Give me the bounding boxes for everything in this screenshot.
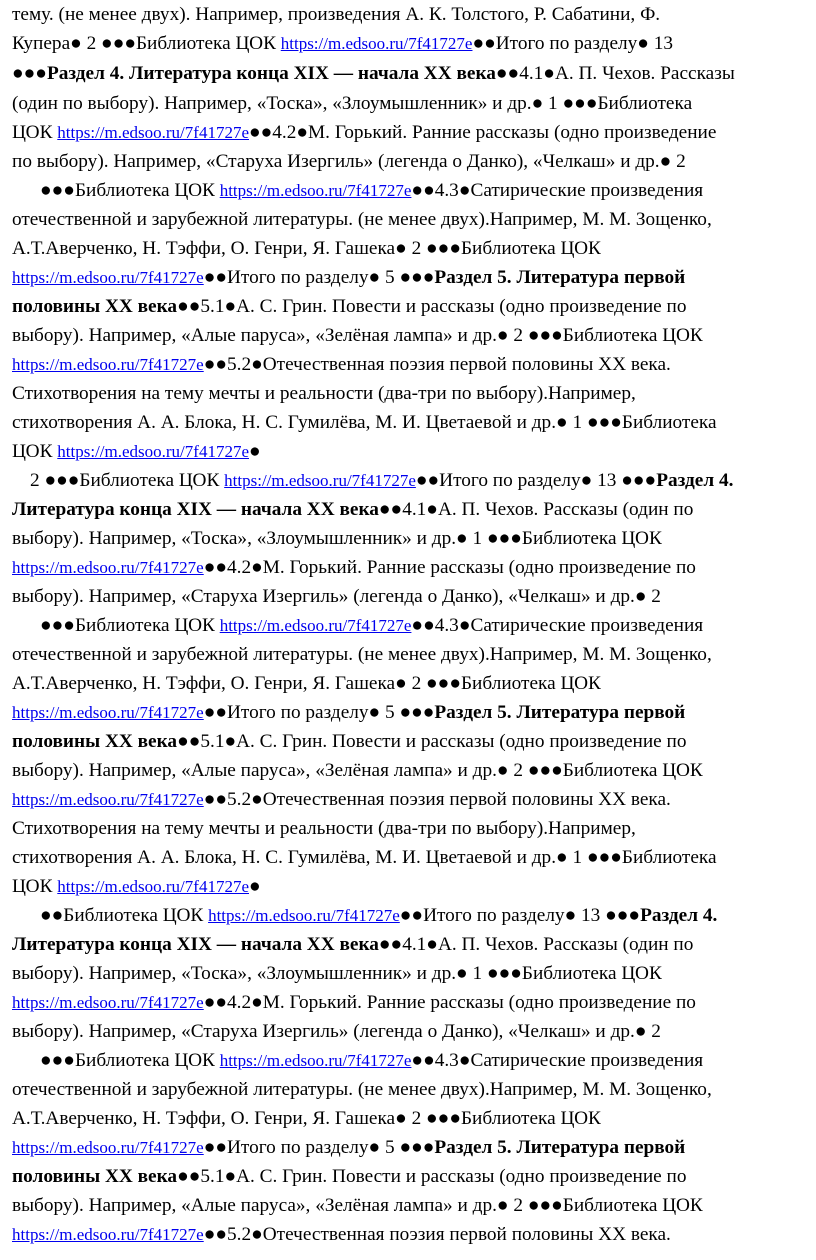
text-line [12, 586, 661, 608]
body-text: выбору). Например, «Алые паруса», «Зелёная лампа» и др.● 2 ●●●Библиотека ЦОК [12, 325, 703, 346]
library-link[interactable]: https://m.edsoo.ru/7f41727e [219, 616, 412, 635]
body-text: ●●●Библиотека ЦОК [40, 180, 220, 201]
body-text: ●●Итого по разделу● 5 ●●● [203, 702, 435, 723]
library-link[interactable]: https://m.edsoo.ru/7f41727e [57, 877, 249, 896]
text-line [12, 876, 261, 898]
body-text: выбору). Например, «Старуха Изергиль» (легенда о Данко), «Челкаш» и др.● 2 [12, 1021, 661, 1042]
body-text: ●●4.2●М. Горький. Ранние рассказы (одно произведение по [203, 992, 696, 1013]
body-text: ЦОК [12, 441, 58, 462]
text-line [12, 1021, 661, 1043]
body-text: ●●5.2●Отечественная поэзия первой половины XX века. [203, 789, 671, 810]
text-line [12, 847, 717, 869]
text-line [40, 1050, 703, 1072]
body-text: Стихотворения на тему мечты и реальности (два-три по выбору).Например, [12, 818, 636, 839]
body-text: ●●Итого по разделу● 13 ●●● [415, 470, 657, 491]
text-line [12, 267, 685, 289]
body-text: ЦОК [12, 876, 58, 897]
section-heading: Литература конца XIX — начала XX века [12, 499, 379, 520]
body-text: тему. (не менее двух). Например, произведения А. К. Толстого, Р. Сабатини, Ф. [12, 4, 661, 25]
text-line [12, 1079, 712, 1101]
text-line [12, 557, 696, 579]
library-link[interactable]: https://m.edsoo.ru/7f41727e [12, 703, 204, 722]
text-line [12, 963, 662, 985]
library-link[interactable]: https://m.edsoo.ru/7f41727e [280, 34, 473, 53]
body-text: выбору). Например, «Тоска», «Злоумышленник» и др.● 1 ●●●Библиотека ЦОК [12, 963, 662, 984]
text-line [12, 441, 261, 463]
body-text: ●●4.1●А. П. Чехов. Рассказы [495, 63, 735, 84]
body-text: Купера● 2 ●●●Библиотека ЦОК [12, 33, 281, 54]
library-link[interactable]: https://m.edsoo.ru/7f41727e [57, 123, 249, 142]
body-text: (один по выбору). Например, «Тоска», «Злоумышленник» и др.● 1 ●●●Библиотека [12, 93, 693, 114]
text-line [12, 238, 601, 260]
body-text: ●●5.2●Отечественная поэзия первой половины XX века. [203, 1224, 671, 1245]
body-text: отечественной и зарубежной литературы. (не менее двух).Например, М. М. Зощенко, [12, 1079, 712, 1100]
body-text: ●●Библиотека ЦОК [40, 905, 209, 926]
library-link[interactable]: https://m.edsoo.ru/7f41727e [224, 471, 416, 490]
library-link[interactable]: https://m.edsoo.ru/7f41727e [12, 790, 204, 809]
body-text: стихотворения А. А. Блока, Н. С. Гумилёва, М. И. Цветаевой и др.● 1 ●●●Библиотека [12, 412, 717, 433]
section-heading: Раздел 4. Литература конца XIX — начала XX века [46, 63, 496, 84]
body-text: ●●5.1●А. С. Грин. Повести и рассказы (одно произведение по [177, 731, 687, 752]
body-text: ●●4.3●Сатирические произведения [411, 1050, 704, 1071]
text-line [40, 180, 703, 202]
section-heading: Раздел 5. Литература первой [434, 702, 686, 723]
section-heading: Раздел 4. [640, 905, 718, 926]
body-text: ● [249, 876, 261, 897]
section-heading: Раздел 5. Литература первой [434, 267, 686, 288]
body-text: ●●● [12, 63, 47, 84]
text-line [30, 470, 733, 492]
text-line [12, 992, 696, 1014]
library-link[interactable]: https://m.edsoo.ru/7f41727e [12, 993, 204, 1012]
text-line [12, 33, 673, 55]
text-line [12, 499, 693, 521]
text-line [12, 209, 712, 231]
section-heading: половины XX века [12, 1166, 178, 1187]
body-text: ●●5.1●А. С. Грин. Повести и рассказы (одно произведение по [177, 296, 687, 317]
body-text: ●●4.3●Сатирические произведения [411, 615, 704, 636]
library-link[interactable]: https://m.edsoo.ru/7f41727e [57, 442, 249, 461]
text-line [12, 325, 703, 347]
body-text: 2 ●●●Библиотека ЦОК [30, 470, 225, 491]
library-link[interactable]: https://m.edsoo.ru/7f41727e [219, 181, 412, 200]
body-text: выбору). Например, «Алые паруса», «Зелёная лампа» и др.● 2 ●●●Библиотека ЦОК [12, 760, 703, 781]
section-heading: Литература конца XIX — начала XX века [12, 934, 379, 955]
library-link[interactable]: https://m.edsoo.ru/7f41727e [208, 906, 400, 925]
text-line [12, 93, 692, 115]
text-line [12, 383, 636, 405]
body-text: выбору). Например, «Старуха Изергиль» (легенда о Данко), «Челкаш» и др.● 2 [12, 586, 661, 607]
library-link[interactable]: https://m.edsoo.ru/7f41727e [12, 355, 204, 374]
body-text: ●●5.1●А. С. Грин. Повести и рассказы (одно произведение по [177, 1166, 687, 1187]
text-line [12, 1166, 687, 1188]
text-line [12, 1224, 671, 1246]
section-heading: Раздел 4. [656, 470, 734, 491]
body-text: выбору). Например, «Алые паруса», «Зелёная лампа» и др.● 2 ●●●Библиотека ЦОК [12, 1195, 703, 1216]
text-line [12, 731, 687, 753]
body-text: А.Т.Аверченко, Н. Тэффи, О. Генри, Я. Гашека● 2 ●●●Библиотека ЦОК [12, 1108, 601, 1129]
body-text: ●●Итого по разделу● 13 [472, 33, 674, 54]
text-line [12, 1137, 685, 1159]
body-text: ●●Итого по разделу● 5 ●●● [203, 267, 435, 288]
body-text: по выбору). Например, «Старуха Изергиль» (легенда о Данко), «Челкаш» и др.● 2 [12, 151, 686, 172]
body-text: ●●4.3●Сатирические произведения [411, 180, 704, 201]
text-line [12, 934, 693, 956]
body-text: ●●Итого по разделу● 5 ●●● [203, 1137, 435, 1158]
text-line [12, 151, 686, 173]
text-line [40, 615, 703, 637]
text-line [12, 1195, 703, 1217]
body-text: отечественной и зарубежной литературы. (не менее двух).Например, М. М. Зощенко, [12, 644, 712, 665]
library-link[interactable]: https://m.edsoo.ru/7f41727e [12, 1138, 204, 1157]
text-line [12, 673, 601, 695]
body-text: ● [249, 441, 261, 462]
text-line [12, 702, 685, 724]
body-text: ЦОК [12, 122, 58, 143]
text-line [12, 818, 636, 840]
body-text: ●●Итого по разделу● 13 ●●● [399, 905, 641, 926]
text-line [12, 789, 671, 811]
body-text: ●●●Библиотека ЦОК [40, 615, 220, 636]
library-link[interactable]: https://m.edsoo.ru/7f41727e [219, 1051, 412, 1070]
body-text: стихотворения А. А. Блока, Н. С. Гумилёва, М. И. Цветаевой и др.● 1 ●●●Библиотека [12, 847, 717, 868]
body-text: ●●4.1●А. П. Чехов. Рассказы (один по [378, 934, 694, 955]
section-heading: Раздел 5. Литература первой [434, 1137, 686, 1158]
text-line [12, 644, 712, 666]
text-line [12, 122, 716, 144]
text-line [12, 1108, 601, 1130]
body-text: ●●4.2●М. Горький. Ранние рассказы (одно произведение по [203, 557, 696, 578]
section-heading: половины XX века [12, 296, 178, 317]
body-text: ●●●Библиотека ЦОК [40, 1050, 220, 1071]
library-link[interactable]: https://m.edsoo.ru/7f41727e [12, 268, 204, 287]
text-line [12, 528, 662, 550]
text-line [12, 296, 687, 318]
library-link[interactable]: https://m.edsoo.ru/7f41727e [12, 1225, 204, 1244]
text-line [12, 760, 703, 782]
section-heading: половины XX века [12, 731, 178, 752]
library-link[interactable]: https://m.edsoo.ru/7f41727e [12, 558, 204, 577]
text-line [40, 905, 717, 927]
body-text: А.Т.Аверченко, Н. Тэффи, О. Генри, Я. Гашека● 2 ●●●Библиотека ЦОК [12, 673, 601, 694]
text-line [12, 63, 735, 85]
body-text: ●●5.2●Отечественная поэзия первой половины XX века. [203, 354, 671, 375]
body-text: отечественной и зарубежной литературы. (не менее двух).Например, М. М. Зощенко, [12, 209, 712, 230]
text-line [12, 4, 660, 26]
body-text: А.Т.Аверченко, Н. Тэффи, О. Генри, Я. Гашека● 2 ●●●Библиотека ЦОК [12, 238, 601, 259]
body-text: выбору). Например, «Тоска», «Злоумышленник» и др.● 1 ●●●Библиотека ЦОК [12, 528, 662, 549]
body-text: ●●4.2●М. Горький. Ранние рассказы (одно произведение [249, 122, 717, 143]
body-text: Стихотворения на тему мечты и реальности (два-три по выбору).Например, [12, 383, 636, 404]
text-line [12, 412, 717, 434]
text-line [12, 354, 671, 376]
body-text: ●●4.1●А. П. Чехов. Рассказы (один по [378, 499, 694, 520]
